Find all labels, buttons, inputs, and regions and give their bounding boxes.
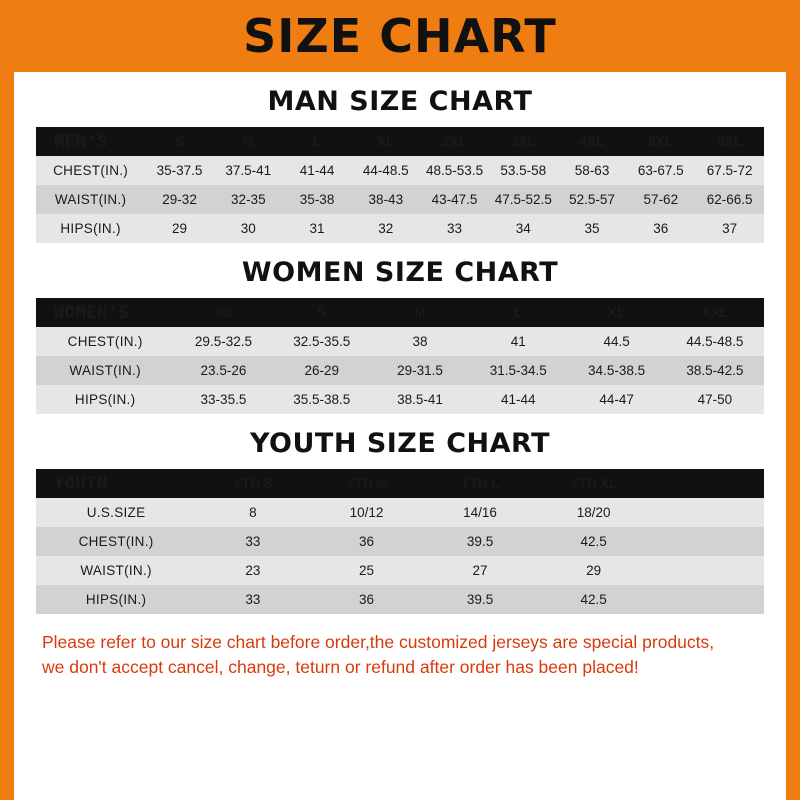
cell: 33-35.5 (200, 392, 247, 407)
table-row (36, 156, 764, 185)
section-women (36, 257, 764, 414)
cell: 25 (358, 563, 375, 578)
cell: 8 (249, 505, 257, 520)
cell: 44.5 (603, 334, 630, 349)
cell: 29 (172, 221, 188, 236)
header-col-2xl: 2XL (442, 134, 467, 149)
table-row (36, 214, 764, 243)
header-col-m: M (242, 134, 254, 149)
header-corner-men: MEN'S (54, 131, 108, 152)
table-youth-size (36, 469, 764, 614)
table-head-youth (36, 469, 764, 498)
cell: 10/12 (349, 505, 384, 520)
table-row (36, 327, 764, 356)
cell: 52.5-57 (569, 192, 615, 207)
table-row (36, 585, 764, 614)
header-corner-youth: YOUTH (54, 473, 108, 494)
cell: 35-37.5 (156, 163, 203, 178)
cell: 35-38 (299, 192, 335, 207)
table-body-youth (36, 498, 764, 614)
table-head-man (36, 127, 764, 156)
footer-line-1: Please refer to our size chart before order,the customized jerseys are special products, (42, 632, 715, 652)
table-row (36, 527, 764, 556)
table-row (36, 556, 764, 585)
section-title-man: MAN SIZE CHART (267, 86, 533, 117)
section-title-women: WOMEN SIZE CHART (241, 257, 559, 288)
table-header-row (36, 127, 764, 156)
section-title-youth: YOUTH SIZE CHART (249, 428, 551, 459)
cell: 41 (510, 334, 526, 349)
cell: 14/16 (463, 505, 497, 520)
cell: 57-62 (643, 192, 679, 207)
footer-disclaimer (36, 630, 764, 681)
section-man (36, 86, 764, 243)
header-col-3xl: 3XL (510, 134, 536, 149)
cell: 38.5-42.5 (686, 363, 744, 378)
cell: 47.5-52.5 (494, 192, 552, 207)
header-col-6xl: 6XL (717, 134, 742, 149)
header-col-s: S (175, 134, 185, 149)
header-col-l: L (312, 134, 322, 149)
cell: 44.5-48.5 (686, 334, 744, 349)
cell: 38-43 (368, 192, 404, 207)
cell: 36 (653, 221, 669, 236)
cell: 29 (586, 563, 602, 578)
section-youth (36, 428, 764, 614)
header-col-s: S (317, 305, 327, 320)
cell: 23 (245, 563, 261, 578)
cell: 27 (472, 563, 488, 578)
table-row (36, 185, 764, 214)
header-col-yth-l: YTH L (460, 476, 500, 491)
row-label-chest: CHEST(IN.) (53, 163, 129, 178)
row-label-us-size: U.S.SIZE (86, 505, 146, 520)
header-col-xl: XL (607, 305, 626, 320)
table-row (36, 356, 764, 385)
cell: 34 (515, 221, 531, 236)
table-body-man (36, 156, 764, 243)
cell: 63-67.5 (637, 163, 684, 178)
cell: 67.5-72 (706, 163, 753, 178)
table-body-women (36, 327, 764, 414)
cell-spacer (650, 585, 764, 614)
row-label-chest: CHEST(IN.) (67, 334, 143, 349)
table-women-size (36, 298, 764, 414)
header-col-xxl: XXL (701, 305, 728, 320)
table-row (36, 385, 764, 414)
header-col-xl: XL (377, 134, 395, 149)
header-col-spacer (650, 469, 764, 498)
cell: 44-48.5 (362, 163, 409, 178)
cell-spacer (650, 498, 764, 527)
cell: 33 (245, 534, 261, 549)
header-bar (0, 0, 800, 72)
row-label-hips: HIPS(IN.) (60, 221, 121, 236)
header-col-yth-s: YTH S (233, 476, 273, 491)
cell: 35 (584, 221, 600, 236)
cell: 30 (240, 221, 256, 236)
table-header-row (36, 298, 764, 327)
cell: 38 (412, 334, 428, 349)
cell: 37.5-41 (225, 163, 272, 178)
cell: 29.5-32.5 (194, 334, 252, 349)
cell: 41-44 (501, 392, 536, 407)
table-head-women (36, 298, 764, 327)
cell: 33 (447, 221, 463, 236)
footer-line-2: we don't accept cancel, change, teturn or refund after order has been placed! (42, 657, 639, 678)
cell: 48.5-53.5 (426, 163, 484, 178)
row-label-hips: HIPS(IN.) (74, 392, 136, 407)
cell: 32.5-35.5 (293, 334, 351, 349)
cell: 29-31.5 (397, 363, 443, 378)
cell: 23.5-26 (200, 363, 247, 378)
cell: 42.5 (580, 592, 607, 607)
cell: 62-66.5 (706, 192, 753, 207)
cell: 35.5-38.5 (293, 392, 351, 407)
cell: 39.5 (466, 592, 494, 607)
header-col-5xl: 5XL (648, 134, 674, 149)
cell: 53.5-58 (500, 163, 547, 178)
cell: 58-63 (574, 163, 610, 178)
cell: 34.5-38.5 (588, 363, 646, 378)
header-col-xs: XS (214, 305, 233, 320)
cell: 32 (378, 221, 394, 236)
table-man-size (36, 127, 764, 243)
cell: 26-29 (304, 363, 339, 378)
header-col-4xl: 4XL (579, 134, 605, 149)
cell: 41-44 (299, 163, 335, 178)
header-corner-womens: WOMEN'S (54, 302, 130, 323)
row-label-hips: HIPS(IN.) (85, 592, 147, 607)
cell: 43-47.5 (431, 192, 478, 207)
header-col-yth-m: YTH M (345, 476, 388, 491)
cell: 33 (245, 592, 261, 607)
header-col-l: L (514, 305, 523, 320)
table-row (36, 498, 764, 527)
cell: 31.5-34.5 (489, 363, 547, 378)
cell-spacer (650, 527, 764, 556)
row-label-waist: WAIST(IN.) (69, 363, 141, 378)
cell: 36 (358, 592, 375, 607)
cell-spacer (650, 556, 764, 585)
content-area (14, 86, 786, 681)
header-col-yth-xl: YTH XL (569, 476, 618, 491)
cell: 32-35 (231, 192, 266, 207)
cell: 42.5 (580, 534, 607, 549)
cell: 38.5-41 (397, 392, 443, 407)
cell: 29-32 (162, 192, 197, 207)
cell: 18/20 (576, 505, 611, 520)
cell: 47-50 (697, 392, 733, 407)
page-title: SIZE CHART (243, 9, 557, 63)
row-label-waist: WAIST(IN.) (80, 563, 152, 578)
header-col-m: M (414, 305, 426, 320)
table-header-row (36, 469, 764, 498)
row-label-chest: CHEST(IN.) (78, 534, 154, 549)
cell: 36 (358, 534, 375, 549)
cell: 37 (722, 221, 738, 236)
cell: 39.5 (466, 534, 494, 549)
row-label-waist: WAIST(IN.) (54, 192, 127, 207)
cell: 44-47 (599, 392, 634, 407)
cell: 31 (309, 221, 325, 236)
